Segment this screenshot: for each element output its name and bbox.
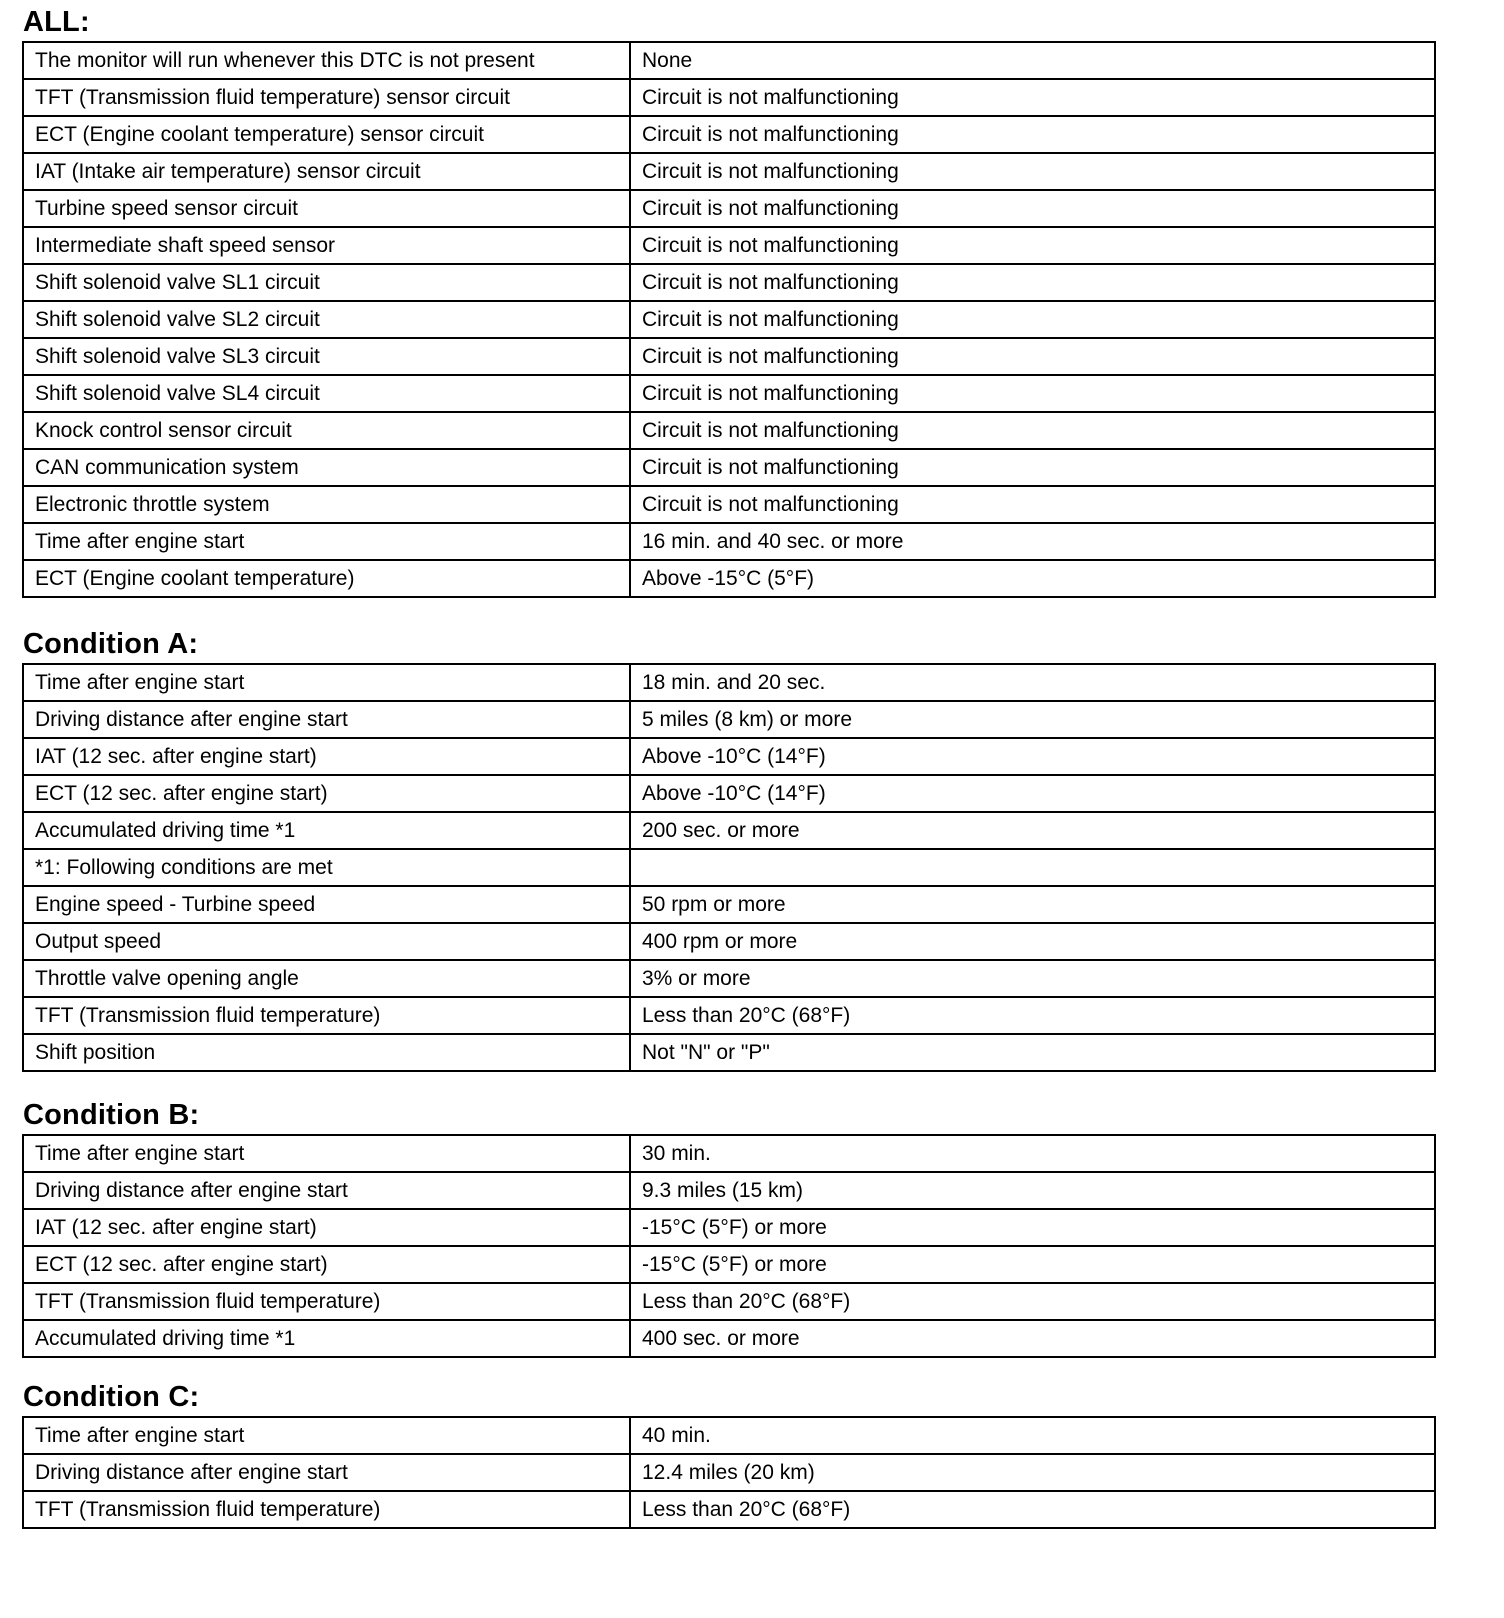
condition-item-cell: TFT (Transmission fluid temperature) (23, 1491, 630, 1528)
table-row (23, 960, 1435, 997)
condition-value-cell: Circuit is not malfunctioning (630, 301, 1435, 338)
condition-value-cell: 16 min. and 40 sec. or more (630, 523, 1435, 560)
condition-item-cell: Intermediate shaft speed sensor (23, 227, 630, 264)
table-row (23, 560, 1435, 597)
condition-item-cell: Accumulated driving time *1 (23, 1320, 630, 1357)
table-row (23, 116, 1435, 153)
section-title-condition-c: Condition C: (23, 1381, 200, 1413)
table-row (23, 79, 1435, 116)
condition-value-cell: 50 rpm or more (630, 886, 1435, 923)
condition-value-cell: Circuit is not malfunctioning (630, 79, 1435, 116)
condition-value-cell: Circuit is not malfunctioning (630, 153, 1435, 190)
condition-item-cell: Driving distance after engine start (23, 1454, 630, 1491)
condition-value-cell: Circuit is not malfunctioning (630, 190, 1435, 227)
condition-value-cell: 30 min. (630, 1135, 1435, 1172)
section-title-all: ALL: (23, 6, 90, 38)
table-all (22, 41, 1436, 598)
table-row (23, 375, 1435, 412)
condition-item-cell: Driving distance after engine start (23, 701, 630, 738)
condition-value-cell: Circuit is not malfunctioning (630, 449, 1435, 486)
condition-value-cell: Not "N" or "P" (630, 1034, 1435, 1071)
condition-item-cell: IAT (Intake air temperature) sensor circuit (23, 153, 630, 190)
table-row (23, 153, 1435, 190)
condition-value-cell: 12.4 miles (20 km) (630, 1454, 1435, 1491)
condition-value-cell: Less than 20°C (68°F) (630, 1283, 1435, 1320)
table-row (23, 338, 1435, 375)
condition-value-cell: Circuit is not malfunctioning (630, 338, 1435, 375)
table-row (23, 1491, 1435, 1528)
table-row (23, 997, 1435, 1034)
condition-value-cell: 18 min. and 20 sec. (630, 664, 1435, 701)
table-row (23, 1246, 1435, 1283)
condition-item-cell: Accumulated driving time *1 (23, 812, 630, 849)
condition-item-cell: Engine speed - Turbine speed (23, 886, 630, 923)
condition-value-cell: -15°C (5°F) or more (630, 1209, 1435, 1246)
table-row (23, 1172, 1435, 1209)
condition-value-cell: Circuit is not malfunctioning (630, 412, 1435, 449)
condition-value-cell: Circuit is not malfunctioning (630, 116, 1435, 153)
table-row (23, 886, 1435, 923)
section-title-condition-a: Condition A: (23, 628, 199, 660)
table-row (23, 190, 1435, 227)
table-row (23, 812, 1435, 849)
table-row (23, 264, 1435, 301)
table-condition-c (22, 1416, 1436, 1529)
table-row (23, 449, 1435, 486)
condition-item-cell: Driving distance after engine start (23, 1172, 630, 1209)
section-title-condition-b: Condition B: (23, 1099, 200, 1131)
condition-item-cell: Time after engine start (23, 664, 630, 701)
condition-item-cell: IAT (12 sec. after engine start) (23, 738, 630, 775)
condition-item-cell: TFT (Transmission fluid temperature) (23, 1283, 630, 1320)
condition-item-cell: Time after engine start (23, 1135, 630, 1172)
table-row (23, 42, 1435, 79)
condition-value-cell: Circuit is not malfunctioning (630, 227, 1435, 264)
table-row (23, 923, 1435, 960)
condition-item-cell: IAT (12 sec. after engine start) (23, 1209, 630, 1246)
table-row (23, 227, 1435, 264)
table-condition-a (22, 663, 1436, 1072)
condition-value-cell: Above -10°C (14°F) (630, 775, 1435, 812)
condition-item-cell: Throttle valve opening angle (23, 960, 630, 997)
table-condition-b (22, 1134, 1436, 1358)
condition-value-cell: Above -10°C (14°F) (630, 738, 1435, 775)
condition-value-cell: Above -15°C (5°F) (630, 560, 1435, 597)
condition-value-cell (630, 849, 1435, 886)
table-row (23, 1135, 1435, 1172)
condition-value-cell: 400 sec. or more (630, 1320, 1435, 1357)
condition-item-cell: ECT (Engine coolant temperature) (23, 560, 630, 597)
table-row (23, 1454, 1435, 1491)
condition-item-cell: ECT (Engine coolant temperature) sensor circuit (23, 116, 630, 153)
condition-value-cell: Circuit is not malfunctioning (630, 375, 1435, 412)
condition-value-cell: Less than 20°C (68°F) (630, 997, 1435, 1034)
condition-item-cell: Turbine speed sensor circuit (23, 190, 630, 227)
table-row (23, 486, 1435, 523)
condition-value-cell: 400 rpm or more (630, 923, 1435, 960)
condition-item-cell: Electronic throttle system (23, 486, 630, 523)
condition-value-cell: -15°C (5°F) or more (630, 1246, 1435, 1283)
condition-value-cell: 9.3 miles (15 km) (630, 1172, 1435, 1209)
condition-item-cell: Output speed (23, 923, 630, 960)
table-row (23, 1320, 1435, 1357)
condition-item-cell: Shift solenoid valve SL4 circuit (23, 375, 630, 412)
condition-value-cell: Less than 20°C (68°F) (630, 1491, 1435, 1528)
table-row (23, 664, 1435, 701)
table-row (23, 775, 1435, 812)
table-row (23, 1417, 1435, 1454)
condition-item-cell: Shift position (23, 1034, 630, 1071)
condition-item-cell: TFT (Transmission fluid temperature) sensor circuit (23, 79, 630, 116)
condition-value-cell: 200 sec. or more (630, 812, 1435, 849)
condition-item-cell: Time after engine start (23, 523, 630, 560)
condition-item-cell: Time after engine start (23, 1417, 630, 1454)
condition-item-cell: Shift solenoid valve SL1 circuit (23, 264, 630, 301)
table-row (23, 738, 1435, 775)
condition-item-cell: CAN communication system (23, 449, 630, 486)
condition-item-cell: Shift solenoid valve SL3 circuit (23, 338, 630, 375)
table-row (23, 301, 1435, 338)
condition-item-cell: The monitor will run whenever this DTC is not present (23, 42, 630, 79)
condition-item-cell: Shift solenoid valve SL2 circuit (23, 301, 630, 338)
condition-value-cell: 3% or more (630, 960, 1435, 997)
table-row (23, 1209, 1435, 1246)
condition-value-cell: Circuit is not malfunctioning (630, 264, 1435, 301)
condition-item-cell: TFT (Transmission fluid temperature) (23, 997, 630, 1034)
condition-item-cell: ECT (12 sec. after engine start) (23, 1246, 630, 1283)
condition-value-cell: None (630, 42, 1435, 79)
table-row (23, 412, 1435, 449)
condition-item-cell: Knock control sensor circuit (23, 412, 630, 449)
table-row (23, 849, 1435, 886)
table-row (23, 701, 1435, 738)
table-row (23, 1283, 1435, 1320)
condition-item-cell: *1: Following conditions are met (23, 849, 630, 886)
condition-value-cell: 40 min. (630, 1417, 1435, 1454)
condition-value-cell: 5 miles (8 km) or more (630, 701, 1435, 738)
table-row (23, 523, 1435, 560)
condition-item-cell: ECT (12 sec. after engine start) (23, 775, 630, 812)
condition-value-cell: Circuit is not malfunctioning (630, 486, 1435, 523)
table-row (23, 1034, 1435, 1071)
